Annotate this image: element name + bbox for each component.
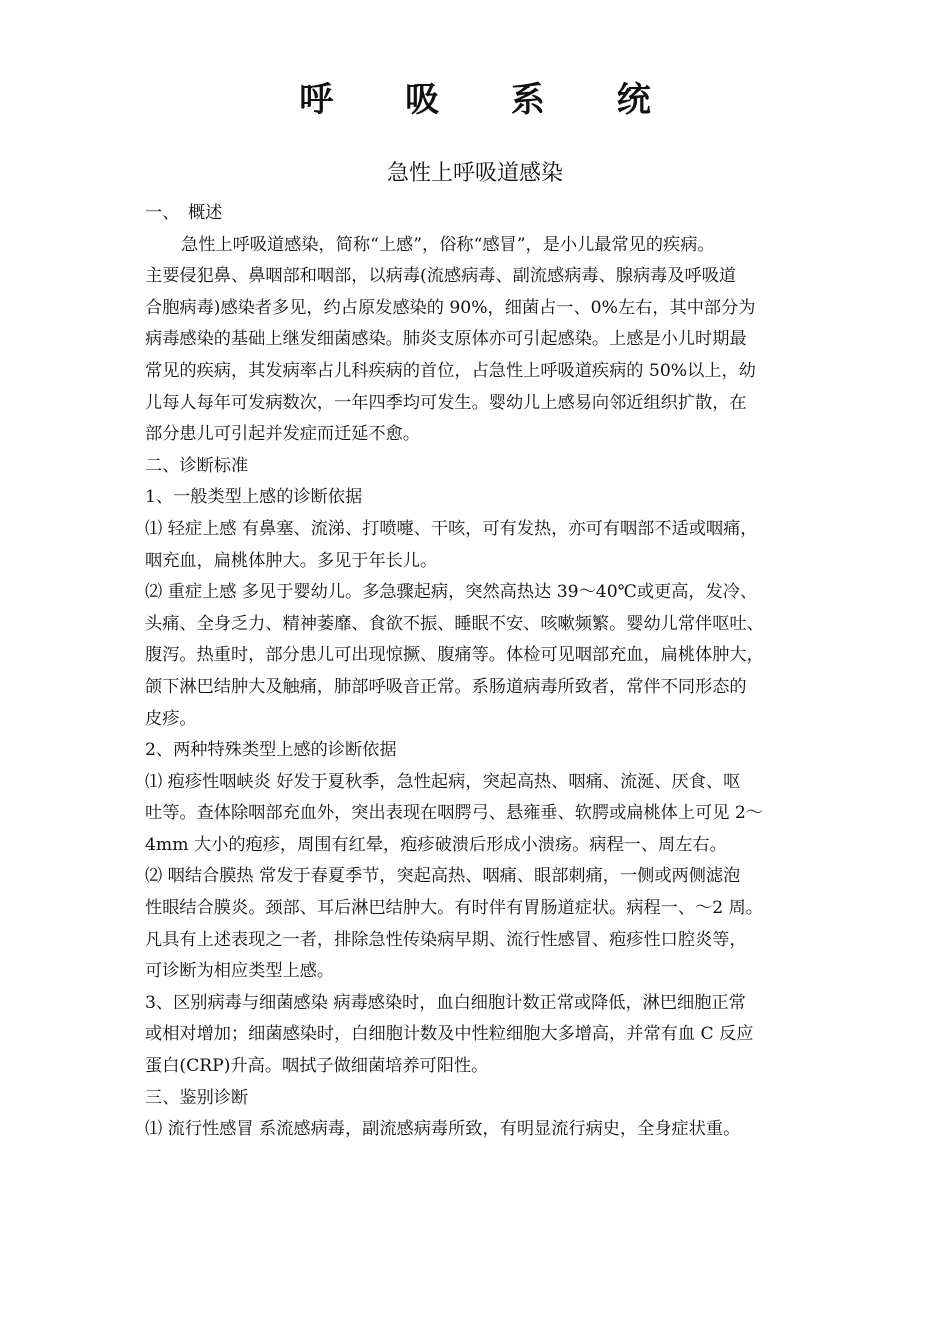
text-line: 3、区别病毒与细菌感染 病毒感染时，血白细胞计数正常或降低，淋巴细胞正常 xyxy=(145,992,746,1013)
text-line: 颌下淋巴结肿大及触痛，肺部呼吸音正常。系肠道病毒所致者，常伴不同形态的 xyxy=(145,676,747,697)
text-line: 1、一般类型上感的诊断依据 xyxy=(145,487,363,508)
text-line: 头痛、全身乏力、精神萎靡、食欲不振、睡眠不安、咳嗽频繁。婴幼儿常伴呕吐、 xyxy=(145,613,764,634)
text-line: 咽充血，扁桃体肿大。多见于年长儿。 xyxy=(145,550,438,571)
text-line: ⑴ 流行性感冒 系流感病毒，副流感病毒所致，有明显流行病史，全身症状重。 xyxy=(145,1119,741,1140)
text-line: 性眼结合膜炎。颈部、耳后淋巴结肿大。有时伴有胃肠道症状。病程一、～2 周。 xyxy=(145,898,763,919)
text-line: 蛋白(CRP)升高。咽拭子做细菌培养可阳性。 xyxy=(145,1056,489,1077)
document-body xyxy=(145,198,815,1146)
text-line: 或相对增加；细菌感染时，白细胞计数及中性粒细胞大多增高，并常有血 C 反应 xyxy=(145,1024,754,1045)
text-line: 三、鉴别诊断 xyxy=(145,1087,249,1108)
text-line: 主要侵犯鼻、鼻咽部和咽部，以病毒(流感病毒、副流感病毒、腺病毒及呼吸道 xyxy=(145,266,737,287)
text-line: 皮疹。 xyxy=(145,708,197,729)
text-line: 急性上呼吸道感染，简称“上感”，俗称“感冒”，是小儿最常见的疾病。 xyxy=(181,234,715,255)
text-line: 儿每人每年可发病数次，一年四季均可发生。婴幼儿上感易向邻近组织扩散，在 xyxy=(145,392,747,413)
text-line: 凡具有上述表现之一者，排除急性传染病早期、流行性感冒、疱疹性口腔炎等， xyxy=(145,929,747,950)
section-title: 急性上呼吸道感染 xyxy=(386,161,563,186)
text-line: 常见的疾病，其发病率占儿科疾病的首位，占急性上呼吸道疾病的 50%以上，幼 xyxy=(145,360,756,381)
page-title: 呼 吸 系 统 xyxy=(299,80,681,120)
text-line: 一、 概述 xyxy=(145,203,223,223)
text-line: 二、诊断标准 xyxy=(145,455,249,476)
text-line: 吐等。查体除咽部充血外，突出表现在咽腭弓、悬雍垂、软腭或扁桃体上可见 2～ xyxy=(145,803,763,824)
text-line: 合胞病毒)感染者多见，约占原发感染的 90%，细菌占一、0%左右，其中部分为 xyxy=(145,297,756,318)
text-line: 4mm 大小的疱疹，周围有红晕，疱疹破溃后形成小溃疡。病程一、周左右。 xyxy=(145,834,727,855)
text-line: 部分患儿可引起并发症而迁延不愈。 xyxy=(145,424,421,445)
text-line: ⑴ 轻症上感 有鼻塞、流涕、打喷嚏、干咳，可有发热，亦可有咽部不适或咽痛， xyxy=(145,518,758,539)
text-line: ⑴ 疱疹性咽峡炎 好发于夏秋季，急性起病，突起高热、咽痛、流涎、厌食、呕 xyxy=(145,771,741,792)
text-line: ⑵ 重症上感 多见于婴幼儿。多急骤起病，突然高热达 39～40℃或更高，发冷、 xyxy=(145,582,758,603)
text-line: 病毒感染的基础上继发细菌感染。肺炎支原体亦可引起感染。上感是小儿时期最 xyxy=(145,329,747,350)
text-line: 2、两种特殊类型上感的诊断依据 xyxy=(145,740,397,761)
text-line: ⑵ 咽结合膜热 常发于春夏季节，突起高热、咽痛、眼部刺痛，一侧或两侧滤泡 xyxy=(145,866,741,887)
text-line: 可诊断为相应类型上感。 xyxy=(145,961,335,982)
text-line: 腹泻。热重时，部分患儿可出现惊撅、腹痛等。体检可见咽部充血，扁桃体肿大， xyxy=(145,645,764,666)
